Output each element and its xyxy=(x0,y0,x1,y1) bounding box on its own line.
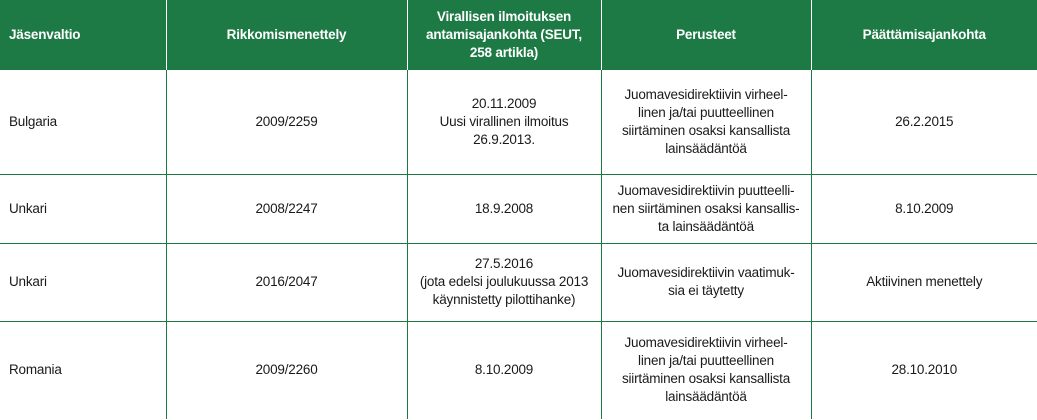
cell-notice-date xyxy=(407,243,601,321)
table-row xyxy=(0,321,1037,419)
cell-text-line: 8.10.2009 xyxy=(474,362,534,378)
cell-text-line: lainsäädäntöä xyxy=(665,389,747,405)
cell-member-state xyxy=(0,243,166,321)
cell-text-line: käynnistetty pilottihanke) xyxy=(432,292,576,307)
cell-grounds xyxy=(601,70,811,174)
cell-text-line: Aktiivinen menettely xyxy=(866,274,983,289)
cell-text-line: lainsäädäntöä xyxy=(665,140,747,156)
cell-text-line: linen ja/tai puutteellinen xyxy=(638,353,774,369)
cell-member-state xyxy=(0,321,166,419)
cell-procedure xyxy=(166,70,407,174)
cell-grounds xyxy=(601,321,811,419)
cell-text-line: Unkari xyxy=(9,200,47,216)
table-body xyxy=(0,70,1037,419)
cell-notice-date xyxy=(407,321,601,419)
header-text: Rikkomismenettely xyxy=(226,27,347,42)
cell-text-line: 26.2.2015 xyxy=(895,113,954,129)
cell-notice-date xyxy=(407,70,601,174)
cell-text-line: 20.11.2009 xyxy=(471,95,537,111)
header-text: antamisajankohta (SEUT, xyxy=(426,27,582,42)
cell-procedure xyxy=(166,174,407,243)
cell-text-line: Juomavesidirektiivin vaatimuk- xyxy=(617,265,795,280)
cell-procedure xyxy=(166,321,407,419)
header-notice-date xyxy=(407,0,601,70)
header-procedure xyxy=(166,0,407,70)
cell-text-line: (jota edelsi joulukuussa 2013 xyxy=(419,274,589,289)
cell-text-line: nen siirtäminen osaksi kansallis- xyxy=(612,200,800,216)
header-text: Virallisen ilmoituksen xyxy=(436,9,572,24)
cell-member-state xyxy=(0,174,166,243)
cell-closing-date xyxy=(811,174,1037,243)
cell-procedure xyxy=(166,243,407,321)
cell-text-line: Juomavesidirektiivin puutteelli- xyxy=(617,182,795,198)
cell-text-line: siirtäminen osaksi kansallista xyxy=(621,371,791,387)
cell-text-line: Unkari xyxy=(9,274,47,289)
cell-closing-date xyxy=(811,243,1037,321)
cell-text-line: 18.9.2008 xyxy=(474,200,534,216)
table-row xyxy=(0,70,1037,174)
cell-text-line: ta lainsäädäntöä xyxy=(658,218,754,234)
cell-notice-date xyxy=(407,174,601,243)
header-member-state xyxy=(0,0,166,70)
cell-closing-date xyxy=(811,70,1037,174)
header-text: Perusteet xyxy=(676,27,736,42)
table-row xyxy=(0,243,1037,321)
cell-text-line: linen ja/tai puutteellinen xyxy=(638,104,774,120)
cell-closing-date xyxy=(811,321,1037,419)
cell-text-line: 27.5.2016 xyxy=(474,256,534,271)
header-closing-date xyxy=(811,0,1037,70)
cell-text-line: sia ei täytetty xyxy=(668,283,744,298)
cell-text-line: 2016/2047 xyxy=(255,274,318,289)
cell-text-line: Juomavesidirektiivin virheel- xyxy=(624,335,788,351)
cell-text-line: Juomavesidirektiivin virheel- xyxy=(624,86,788,102)
cell-text-line: Bulgaria xyxy=(9,113,57,129)
cell-text-line: Uusi virallinen ilmoitus xyxy=(439,113,569,129)
cell-text-line: Romania xyxy=(9,362,62,378)
cell-text-line: 26.9.2013. xyxy=(473,131,535,147)
cell-text-line: 2008/2247 xyxy=(255,200,318,216)
cell-text-line: 2009/2260 xyxy=(255,362,318,378)
header-text: Päättämisajankohta xyxy=(862,27,986,42)
cell-grounds xyxy=(601,243,811,321)
cell-member-state xyxy=(0,70,166,174)
table-header xyxy=(0,0,1037,70)
cell-text-line: 28.10.2010 xyxy=(891,362,958,378)
cell-text-line: 2009/2259 xyxy=(255,113,318,129)
header-text: Jäsenvaltio xyxy=(9,27,81,42)
header-text: 258 artikla) xyxy=(469,45,539,60)
cell-text-line: 8.10.2009 xyxy=(895,200,954,216)
cell-text-line: siirtäminen osaksi kansallista xyxy=(621,122,791,138)
header-row xyxy=(0,0,1037,70)
table-row xyxy=(0,174,1037,243)
cell-grounds xyxy=(601,174,811,243)
header-grounds xyxy=(601,0,811,70)
